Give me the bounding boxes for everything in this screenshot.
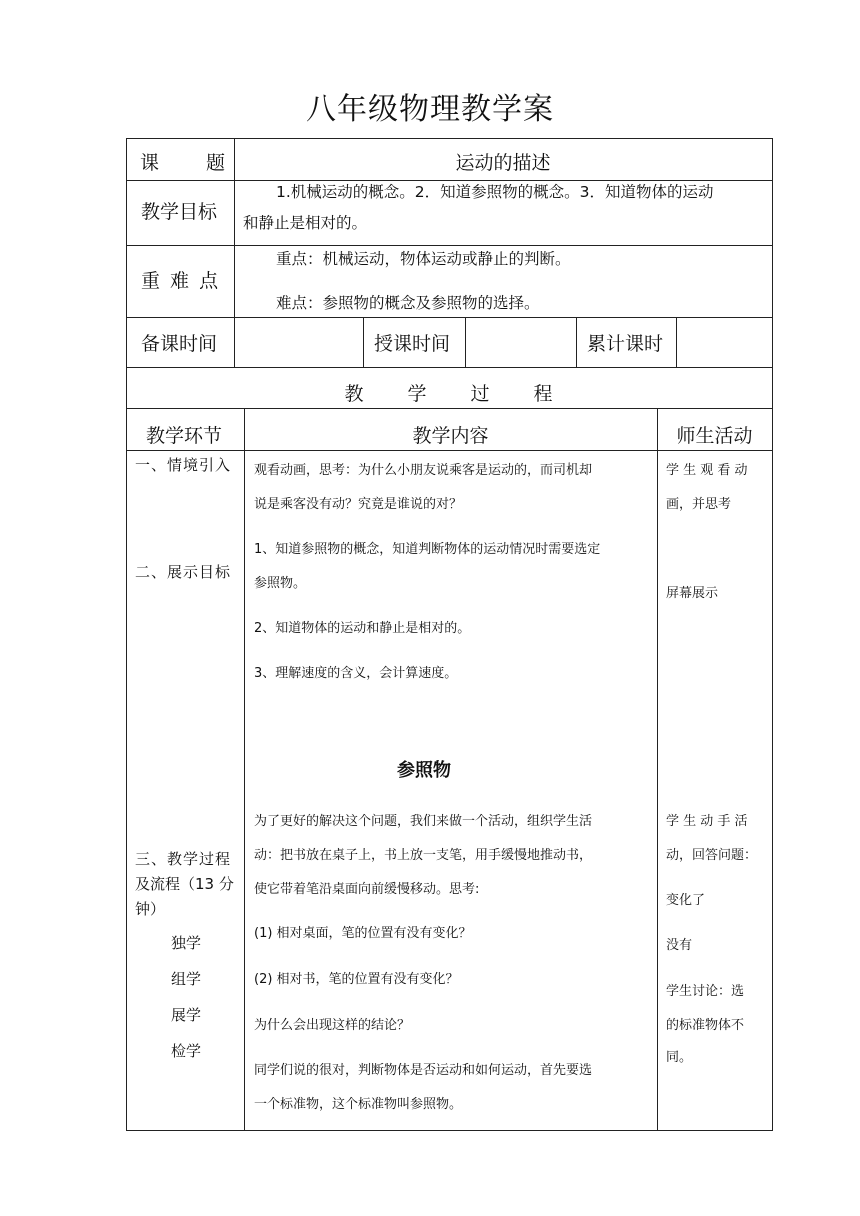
activity-answer-no: 没有 bbox=[666, 938, 693, 953]
goal-text-line1: 1.机械运动的概念。2．知道参照物的概念。3．知道物体的运动 bbox=[276, 183, 714, 201]
goal-label: 教学目标 bbox=[141, 201, 218, 223]
activity-screen-display: 屏幕展示 bbox=[666, 586, 719, 601]
key-point-text: 重点：机械运动，物体运动或静止的判断。 bbox=[276, 250, 571, 268]
document-title: 八年级物理教学案 bbox=[306, 92, 554, 127]
content-conclusion-line2: 一个标准物，这个标准物叫参照物。 bbox=[254, 1097, 463, 1112]
total-hours-label: 累计课时 bbox=[587, 333, 664, 355]
content-question2: (2) 相对书，笔的位置有没有变化？ bbox=[254, 972, 459, 987]
activity-discussion-line2: 的标准物体不 bbox=[666, 1018, 745, 1033]
stage-sub-check: 检学 bbox=[171, 1042, 202, 1060]
topic-label: 课 题 bbox=[140, 152, 229, 174]
key-points-label: 重 难 点 bbox=[141, 270, 221, 292]
stage-intro: 一、情境引入 bbox=[135, 456, 232, 474]
teach-time-label: 授课时间 bbox=[374, 333, 451, 355]
stage-process-line3: 钟） bbox=[135, 900, 166, 918]
stage-goals: 二、展示目标 bbox=[135, 563, 232, 581]
stage-sub-group-study: 组学 bbox=[171, 970, 202, 988]
activity-watch-line1: 学 生 观 看 动 bbox=[666, 463, 748, 478]
content-activity-line2: 动：把书放在桌子上，书上放一支笔，用手缓慢地推动书， bbox=[254, 848, 593, 863]
content-activity-line1: 为了更好的解决这个问题，我们来做一个活动，组织学生活 bbox=[254, 814, 593, 829]
content-intro-line1: 观看动画，思考：为什么小朋友说乘客是运动的，而司机却 bbox=[254, 463, 593, 478]
content-goal3: 3、理解速度的含义，会计算速度。 bbox=[254, 666, 458, 681]
activity-watch-line2: 画，并思考 bbox=[666, 497, 732, 512]
activity-handson-line1: 学 生 动 手 活 bbox=[666, 814, 748, 829]
column-header-activity: 师生活动 bbox=[676, 425, 753, 447]
content-conclusion-line1: 同学们说的很对，判断物体是否运动和如何运动，首先要选 bbox=[254, 1063, 593, 1078]
section-title: 参照物 bbox=[397, 760, 451, 781]
activity-answer-changed: 变化了 bbox=[666, 893, 706, 908]
column-header-stage: 教学环节 bbox=[146, 425, 223, 447]
prep-time-label: 备课时间 bbox=[141, 333, 218, 355]
activity-discussion-line3: 同。 bbox=[666, 1050, 693, 1065]
content-goal1-line1: 1、知道参照物的概念，知道判断物体的运动情况时需要选定 bbox=[254, 542, 601, 557]
stage-sub-presentation: 展学 bbox=[171, 1006, 202, 1024]
content-activity-line3: 使它带着笔沿桌面向前缓慢移动。思考: bbox=[254, 882, 480, 897]
goal-text-line2: 和静止是相对的。 bbox=[243, 214, 368, 232]
process-header: 教 学 过 程 bbox=[344, 383, 555, 405]
stage-sub-self-study: 独学 bbox=[171, 934, 202, 952]
column-header-content: 教学内容 bbox=[412, 425, 489, 447]
content-goal1-line2: 参照物。 bbox=[254, 576, 307, 591]
topic-value: 运动的描述 bbox=[455, 152, 551, 174]
content-goal2: 2、知道物体的运动和静止是相对的。 bbox=[254, 621, 471, 636]
difficult-point-text: 难点：参照物的概念及参照物的选择。 bbox=[276, 294, 540, 312]
content-question1: (1) 相对桌面，笔的位置有没有变化？ bbox=[254, 926, 472, 941]
content-question3: 为什么会出现这样的结论？ bbox=[254, 1018, 411, 1033]
activity-discussion-line1: 学生讨论：选 bbox=[666, 984, 745, 999]
activity-handson-line2: 动，回答问题： bbox=[666, 848, 758, 863]
content-intro-line2: 说是乘客没有动？究竟是谁说的对？ bbox=[254, 497, 463, 512]
stage-process-line2: 及流程（13 分 bbox=[135, 875, 234, 893]
stage-process-line1: 三、教学过程 bbox=[135, 850, 232, 868]
